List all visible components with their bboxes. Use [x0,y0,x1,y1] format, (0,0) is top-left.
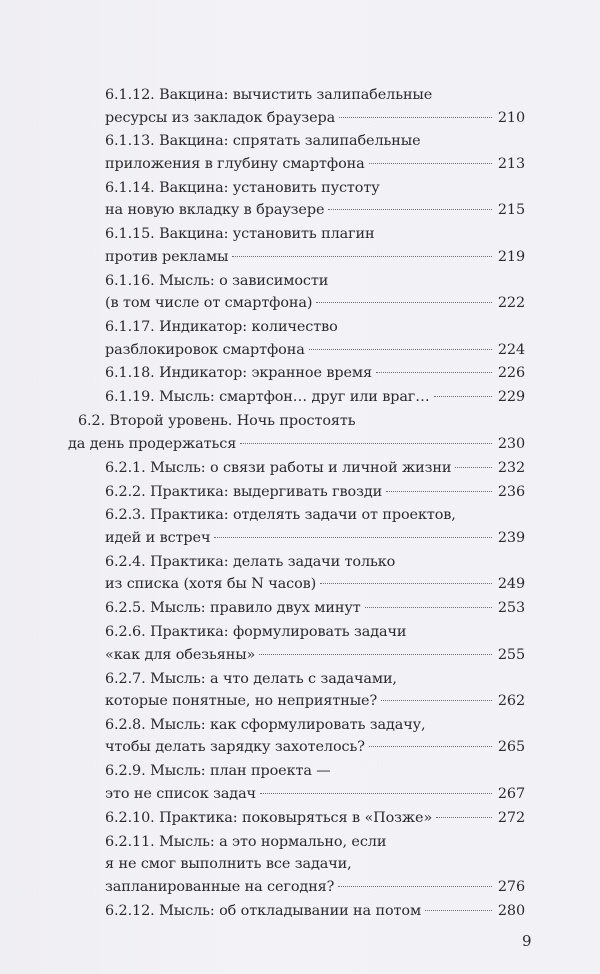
dot-leader [365,607,492,608]
toc-entry-title-line: 6.2.3. Практика: отделять задачи от проектов, [105,507,456,524]
toc-entry[interactable] [105,362,525,385]
toc-entry[interactable] [105,386,525,409]
toc-entry[interactable] [105,177,525,222]
toc-entry-title-line: 6.2.10. Практика: поковыряться в «Позже» [105,809,433,826]
dot-leader [259,654,492,655]
dot-leader [240,443,492,444]
toc-page-number: 230 [497,435,525,452]
dot-leader [214,537,491,538]
toc-entry-title-line: 6.2.1. Мысль: о связи работы и личной жизни [105,459,452,476]
page-number: 9 [522,932,532,950]
toc-entry[interactable] [105,457,525,480]
toc-entry-title-line: из списка (хотя бы N часов) [105,576,317,593]
dot-leader [369,163,492,164]
toc-entry-title-line: 6.2.6. Практика: формулировать задачи [105,624,407,641]
toc-entry[interactable] [105,900,525,923]
toc-page-number: 280 [497,902,525,919]
toc-entry-title-line: 6.1.17. Индикатор: количество [105,319,338,335]
toc-page-number: 210 [497,109,525,126]
toc-entry-title-line: 6.2. Второй уровень. Ночь простоять [78,413,356,430]
toc-entry[interactable] [105,714,525,759]
toc-entry-title-line: 6.2.7. Мысль: а что делать с задачами, [105,670,397,687]
toc-page-number: 213 [497,155,525,172]
toc-entry-title-line: (в том числе от смартфона) [105,295,313,312]
toc-entry[interactable] [105,316,525,361]
toc-entry-title-line: на новую вкладку в браузере [105,202,325,219]
toc-entry-title-line: разблокировок смартфона [105,341,305,358]
toc-page-number: 236 [497,483,525,500]
toc-entry-title-line: чтобы делать зарядку захотелось? [105,739,365,756]
toc-entry-title-line: 6.2.11. Мысль: а это нормально, если [105,833,387,850]
dot-leader [386,491,492,492]
toc-page-number: 265 [497,739,525,756]
toc-page-number: 255 [497,646,525,663]
toc-entry-title-line: да день продержаться [68,435,237,452]
dot-leader [425,910,492,911]
toc-entry-title-line: 6.1.14. Вакцина: установить пустоту [105,179,380,196]
toc-page-number: 226 [497,365,525,382]
toc-entry-title-line: 6.1.12. Вакцина: вычистить залипабельные [105,87,433,103]
dot-leader [339,117,492,118]
toc-entry-title-line: 6.1.16. Мысль: о зависимости [105,272,329,289]
toc-entry[interactable] [105,504,525,549]
toc-entry[interactable] [105,831,525,899]
toc-entry-title-line: 6.2.4. Практика: делать задачи только [105,553,396,570]
toc-entry[interactable] [105,807,525,830]
toc-page-number: 222 [497,295,525,312]
dot-leader [316,302,491,303]
dot-leader [320,583,492,584]
toc-entry-title-line: 6.2.8. Мысль: как сформулировать задачу, [105,716,426,733]
toc-page-number: 249 [497,576,525,593]
toc-entry-title-line: приложения в глубину смартфона [105,155,365,172]
toc-entry[interactable] [105,597,525,620]
dot-leader [328,209,491,210]
toc-entry[interactable] [105,84,525,129]
toc-entry-title-line: это не список задач [105,785,256,802]
toc-entry[interactable] [105,621,525,666]
dot-leader [338,886,492,887]
toc-entry[interactable] [68,410,525,455]
dot-leader [309,349,492,350]
toc-page-number: 272 [497,809,525,826]
toc-entry-title-line: 6.2.9. Мысль: план проекта — [105,763,331,780]
toc-entry-title-line: я не смог выполнить все задачи, [105,856,352,873]
toc-entry-title-line: 6.1.19. Мысль: смартфон… друг или враг… [105,389,430,406]
dot-leader [434,396,492,397]
toc-entry-title-line: запланированные на сегодня? [105,878,335,895]
dot-leader [381,700,492,701]
toc-entry[interactable] [105,760,525,805]
dot-leader [232,256,491,257]
dot-leader [436,817,492,818]
toc-page-number: 229 [497,389,525,406]
toc-entry[interactable] [105,130,525,175]
toc-entry-title-line: идей и встреч [105,529,211,546]
toc-entry-title-line: 6.2.12. Мысль: об откладывании на потом [105,902,422,919]
toc-page-number: 276 [497,878,525,895]
dot-leader [455,467,491,468]
toc-page-number: 215 [497,202,525,219]
toc-page-number: 224 [497,341,525,358]
dot-leader [260,793,492,794]
toc-entry-title-line: 6.1.15. Вакцина: установить плагин [105,226,375,243]
toc-page-number: 239 [497,529,525,546]
toc-entry-title-line: ресурсы из закладок браузера [105,109,336,126]
toc-page-number: 232 [497,459,525,476]
dot-leader [376,372,492,373]
toc-page-number: 253 [497,600,525,617]
toc-entry-title-line: «как для обезьяны» [105,646,256,663]
toc-entry-title-line: 6.2.5. Мысль: правило двух минут [105,600,361,617]
toc-entry-title-line: против рекламы [105,248,229,265]
toc-page-number: 219 [497,248,525,265]
toc-entry[interactable] [105,481,525,504]
toc-entry-title-line: которые понятные, но неприятные? [105,693,378,709]
toc-page-number: 262 [497,693,525,709]
toc-entry[interactable] [105,551,525,596]
toc-entry[interactable] [105,223,525,268]
dot-leader [369,746,492,747]
toc-entry[interactable] [105,270,525,315]
toc-entry-title-line: 6.2.2. Практика: выдергивать гвозди [105,483,383,500]
toc-page-number: 267 [497,785,525,802]
toc-entry[interactable] [105,668,525,713]
toc-entry-title-line: 6.1.18. Индикатор: экранное время [105,365,372,382]
toc-entry-title-line: 6.1.13. Вакцина: спрятать залипабельные [105,133,421,150]
